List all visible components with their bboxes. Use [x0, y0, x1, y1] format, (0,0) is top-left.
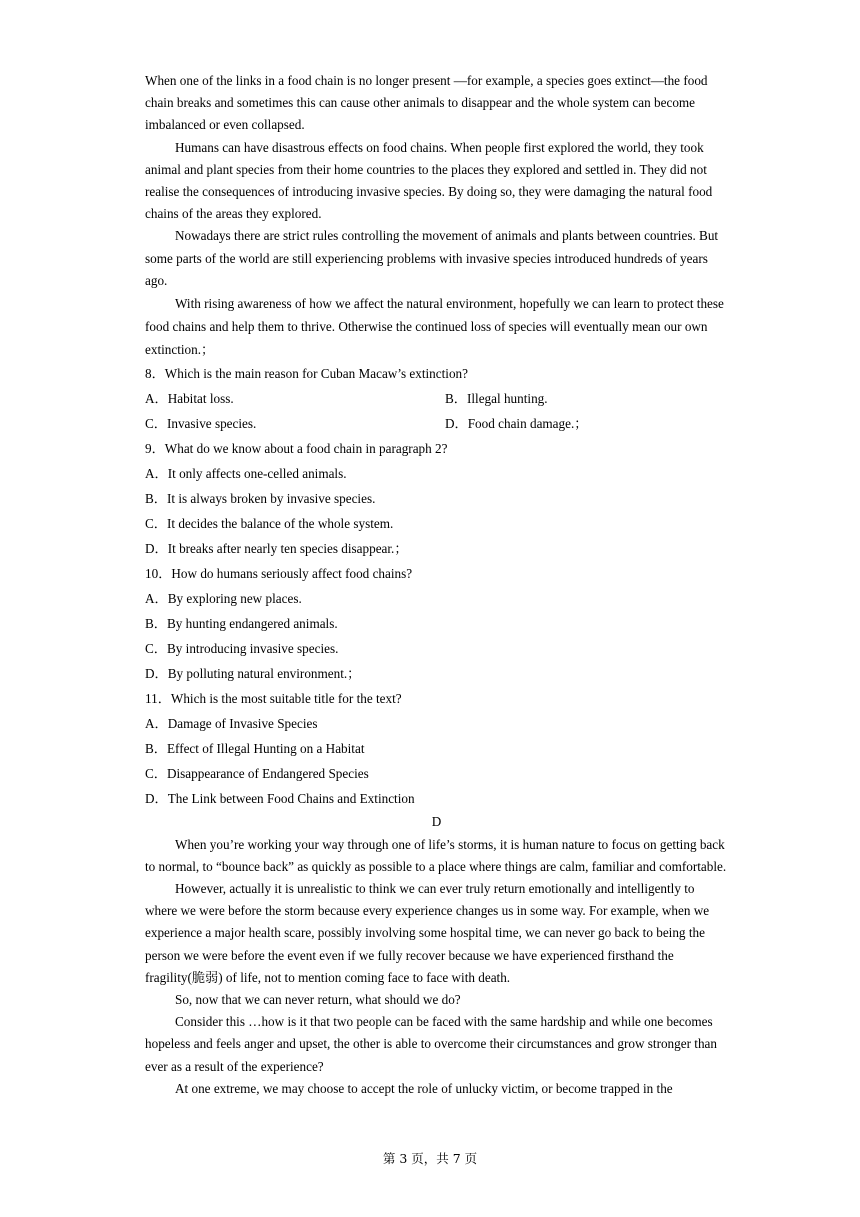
- question-10-option-c: C．By introducing invasive species.: [145, 641, 339, 657]
- page-number-footer: 第 3 页，共 7 页: [382, 1151, 478, 1166]
- passage-d-paragraph-5: At one extreme, we may choose to accept the role of unlucky victim, or become trapped in the: [175, 1080, 673, 1096]
- question-8-option-d: D．Food chain damage.；: [445, 416, 588, 432]
- question-9-stem: 9．What do we know about a food chain in paragraph 2?: [145, 441, 448, 457]
- passage-d-paragraph-3: So, now that we can never return, what should we do?: [175, 991, 461, 1007]
- question-9-option-a: A．It only affects one-celled animals.: [145, 466, 347, 482]
- question-8-stem: 8．Which is the main reason for Cuban Macaw’s extinction?: [145, 366, 469, 382]
- question-9-option-d: D．It breaks after nearly ten species disappear.；: [145, 541, 408, 557]
- document-page: [145, 70, 728, 1100]
- question-10-option-d: D．By polluting natural environment.；: [145, 666, 361, 682]
- question-11-stem: 11．Which is the most suitable title for the text?: [145, 691, 402, 707]
- question-8-option-c: C．Invasive species.: [145, 416, 257, 432]
- question-10-stem: 10．How do humans seriously affect food chains?: [145, 566, 413, 582]
- passage-d-heading: D: [431, 814, 442, 830]
- question-11-option-d: D．The Link between Food Chains and Extinction: [145, 791, 415, 807]
- question-11-option-b: B．Effect of Illegal Hunting on a Habitat: [145, 741, 365, 757]
- question-9-option-b: B．It is always broken by invasive species.: [145, 491, 376, 507]
- passage-d-paragraph-1: When you’re working your way through one of life’s storms, it is human nature to focus on getting back to normal, to “bounce back” as quickly as possible to a place where things are calm, familiar and comfortable.: [145, 836, 727, 874]
- passage-c-paragraph-4: With rising awareness of how we affect the natural environment, hopefully we can learn to protect these food chains and help them to thrive. Otherwise the continued loss of species will eventually mean our own extinction.；: [145, 296, 724, 358]
- question-11-option-a: A．Damage of Invasive Species: [145, 716, 318, 732]
- question-10-option-a: A．By exploring new places.: [145, 591, 302, 607]
- passage-c-paragraph-2: Humans can have disastrous effects on food chains. When people first explored the world, they took animal and plant species from their home countries to the places they explored and settled in. They did not realise the consequences of introducing invasive species. By doing so, they were damaging the natural food chains of the areas they explored.: [145, 139, 713, 222]
- question-8-options-row-2: [145, 411, 728, 436]
- passage-c-paragraph-3: Nowadays there are strict rules controlling the movement of animals and plants between countries. But some parts of the world are still experiencing problems with invasive species introduced hundreds of years ago.: [145, 228, 719, 288]
- passage-d-paragraph-4: Consider this …how is it that two people can be faced with the same hardship and while one becomes hopeless and feels anger and upset, the other is able to overcome their circumstances and grow stronger than ever as a result of the experience?: [145, 1014, 717, 1074]
- question-8-options-row-1: [145, 386, 728, 411]
- question-8-option-a: A．Habitat loss.: [145, 391, 234, 407]
- question-11-option-c: C．Disappearance of Endangered Species: [145, 766, 369, 782]
- question-10-option-b: B．By hunting endangered animals.: [145, 616, 338, 632]
- passage-d-paragraph-2: However, actually it is unrealistic to think we can ever truly return emotionally and intelligently to where we were before the storm because every experience changes us in some way. For example, when we experience a major health scare, possibly involving some hospital time, we can never go back to being the person we were before the event even if we fully recover because we have experienced firsthand the fragility(脆弱) of life, not to mention coming face to face with death.: [145, 880, 710, 985]
- question-9-option-c: C．It decides the balance of the whole system.: [145, 516, 394, 532]
- question-8-option-b: B．Illegal hunting.: [445, 391, 548, 407]
- passage-c-paragraph-1: When one of the links in a food chain is no longer present —for example, a species goes extinct—the food chain breaks and sometimes this can cause other animals to disappear and the whole system can become imbalanced or even collapsed.: [145, 73, 708, 133]
